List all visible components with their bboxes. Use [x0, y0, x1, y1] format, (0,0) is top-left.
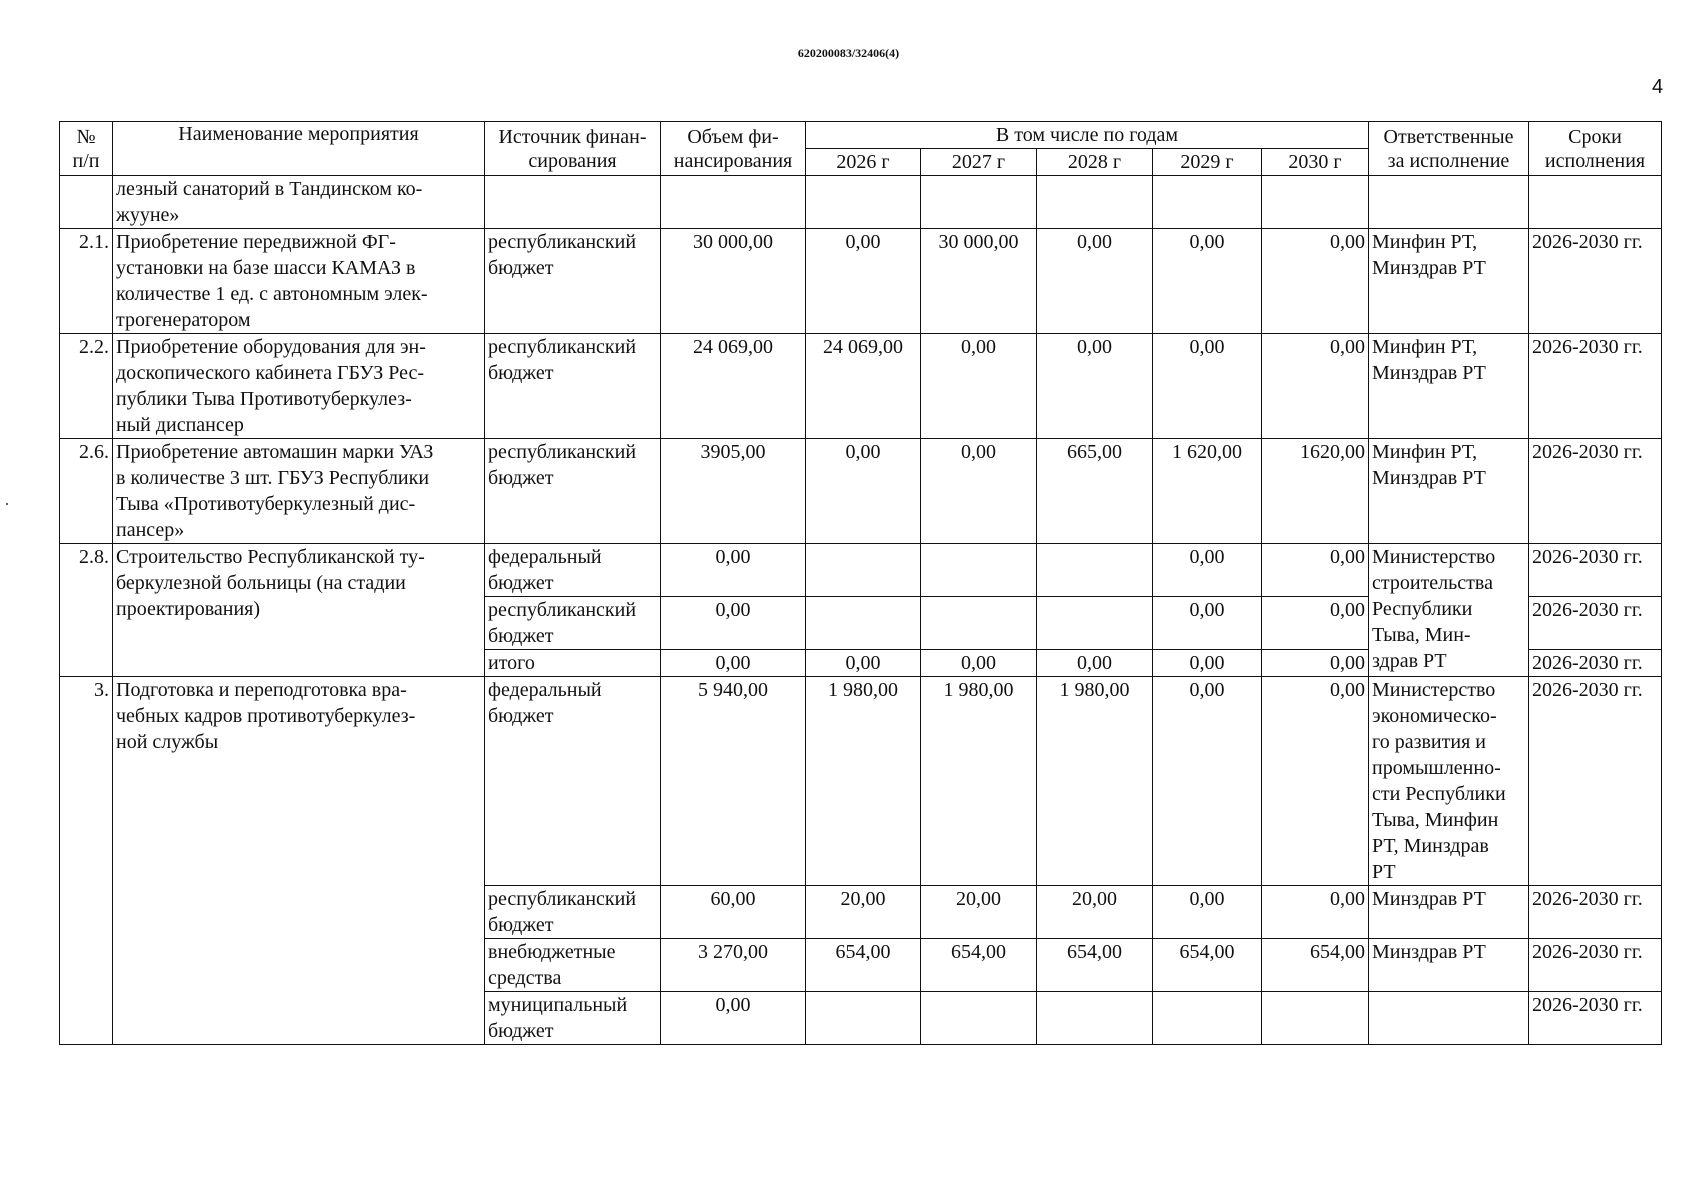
cell-year-2027 [921, 597, 1037, 650]
cell-name: Строительство Республиканской ту- беркулезной больницы (на стадии проектирования) [113, 544, 485, 677]
table-row-2-2 [60, 334, 1662, 439]
cell-year-2029: 0,00 [1153, 650, 1262, 677]
cell-year-2029 [1153, 992, 1262, 1045]
table-row-2-8-federal [60, 544, 1662, 597]
cell-source: внебюджетные средства [485, 939, 661, 992]
cell-deadline: 2026-2030 гг. [1529, 650, 1662, 677]
cell-deadline: 2026-2030 гг. [1529, 334, 1662, 439]
cell-year-2027: 30 000,00 [921, 229, 1037, 334]
cell-year-2030: 0,00 [1262, 677, 1369, 886]
cell-year-2029: 654,00 [1153, 939, 1262, 992]
header-name: Наименование мероприятия [113, 122, 485, 176]
cell-year-2029: 0,00 [1153, 597, 1262, 650]
cell-year-2027: 0,00 [921, 334, 1037, 439]
cell-year-2028 [1037, 544, 1153, 597]
cell-year-2027: 0,00 [921, 439, 1037, 544]
cell-year-2028: 0,00 [1037, 229, 1153, 334]
cell-year-2030: 0,00 [1262, 229, 1369, 334]
cell-total: 0,00 [661, 650, 806, 677]
cell-responsible: Министерство экономическо- го развития и промышленно- сти Республики Тыва, Минфин РТ, Минздрав РТ [1369, 677, 1529, 886]
cell-name: Приобретение оборудования для эн- доскопического кабинета ГБУЗ Рес- публики Тыва Противотуберкулез- ный диспансер [113, 334, 485, 439]
cell-responsible: Минфин РТ, Минздрав РТ [1369, 334, 1529, 439]
cell-source: республиканский бюджет [485, 597, 661, 650]
cell-year-2030: 0,00 [1262, 334, 1369, 439]
cell-year-2026: 0,00 [806, 650, 921, 677]
cell-year-2027: 1 980,00 [921, 677, 1037, 886]
cell-deadline: 2026-2030 гг. [1529, 677, 1662, 886]
cell-total: 0,00 [661, 544, 806, 597]
cell-year-2026: 24 069,00 [806, 334, 921, 439]
cell-year-2027: 20,00 [921, 886, 1037, 939]
cell-name: Приобретение передвижной ФГ- установки на базе шасси КАМАЗ в количестве 1 ед. с автономным элек- трогенератором [113, 229, 485, 334]
cell-year-2030: 1620,00 [1262, 439, 1369, 544]
cell-responsible: Минздрав РТ [1369, 886, 1529, 939]
scan-speck [6, 503, 8, 505]
cell-deadline [1529, 176, 1662, 229]
cell-deadline: 2026-2030 гг. [1529, 439, 1662, 544]
cell-source: республиканский бюджет [485, 229, 661, 334]
cell-year-2026: 0,00 [806, 229, 921, 334]
cell-year-2026 [806, 992, 921, 1045]
cell-source [485, 176, 661, 229]
cell-total: 5 940,00 [661, 677, 806, 886]
cell-year-2026: 20,00 [806, 886, 921, 939]
cell-deadline: 2026-2030 гг. [1529, 939, 1662, 992]
cell-responsible [1369, 992, 1529, 1045]
document-id: 620200083/32406(4) [797, 46, 900, 60]
cell-year-2028 [1037, 597, 1153, 650]
cell-year-2029: 0,00 [1153, 229, 1262, 334]
header-row-1 [60, 122, 1662, 149]
cell-name: Приобретение автомашин марки УАЗ в количестве 3 шт. ГБУЗ Республики Тыва «Противотуберкулезный дис- пансер» [113, 439, 485, 544]
cell-no: 2.2. [60, 334, 113, 439]
cell-year-2029: 1 620,00 [1153, 439, 1262, 544]
cell-source: итого [485, 650, 661, 677]
cell-name: лезный санаторий в Тандинском ко- жууне» [113, 176, 485, 229]
cell-year-2028: 1 980,00 [1037, 677, 1153, 886]
header-year-2030: 2030 г [1262, 149, 1369, 176]
header-year-2028: 2028 г [1037, 149, 1153, 176]
cell-responsible [1369, 176, 1529, 229]
cell-source: муниципальный бюджет [485, 992, 661, 1045]
cell-year-2028: 20,00 [1037, 886, 1153, 939]
cell-no: 2.6. [60, 439, 113, 544]
cell-deadline: 2026-2030 гг. [1529, 597, 1662, 650]
cell-source: федеральный бюджет [485, 677, 661, 886]
cell-responsible: Минздрав РТ [1369, 939, 1529, 992]
header-years-group: В том числе по годам [806, 122, 1369, 149]
header-responsible: Ответственные за исполнение [1369, 122, 1529, 176]
cell-total: 0,00 [661, 597, 806, 650]
header-year-2029: 2029 г [1153, 149, 1262, 176]
cell-no [60, 176, 113, 229]
cell-year-2030: 0,00 [1262, 597, 1369, 650]
cell-year-2028: 0,00 [1037, 334, 1153, 439]
cell-total: 3 270,00 [661, 939, 806, 992]
cell-name: Подготовка и переподготовка вра- чебных кадров противотуберкулез- ной службы [113, 677, 485, 1045]
cell-year [1037, 176, 1153, 229]
cell-total [661, 176, 806, 229]
cell-year-2029: 0,00 [1153, 886, 1262, 939]
cell-no: 2.8. [60, 544, 113, 677]
cell-year-2030: 0,00 [1262, 886, 1369, 939]
cell-year [921, 176, 1037, 229]
cell-total: 30 000,00 [661, 229, 806, 334]
cell-year-2028: 665,00 [1037, 439, 1153, 544]
table-row-2-6 [60, 439, 1662, 544]
cell-responsible: Минфин РТ, Минздрав РТ [1369, 439, 1529, 544]
cell-source: федеральный бюджет [485, 544, 661, 597]
cell-year-2027: 654,00 [921, 939, 1037, 992]
cell-deadline: 2026-2030 гг. [1529, 229, 1662, 334]
header-volume: Объем фи- нансирования [661, 122, 806, 176]
header-deadline: Сроки исполнения [1529, 122, 1662, 176]
cell-deadline: 2026-2030 гг. [1529, 992, 1662, 1045]
cell-total: 60,00 [661, 886, 806, 939]
table-row-2-1 [60, 229, 1662, 334]
cell-year-2026: 1 980,00 [806, 677, 921, 886]
table-row-3-federal [60, 677, 1662, 886]
cell-source: республиканский бюджет [485, 334, 661, 439]
cell-year-2028: 0,00 [1037, 650, 1153, 677]
cell-year-2027 [921, 544, 1037, 597]
cell-year-2029: 0,00 [1153, 677, 1262, 886]
header-year-2026: 2026 г [806, 149, 921, 176]
cell-year-2028: 654,00 [1037, 939, 1153, 992]
cell-no: 2.1. [60, 229, 113, 334]
cell-responsible: Министерство строительства Республики Тыва, Мин- здрав РТ [1369, 544, 1529, 677]
cell-year-2026 [806, 544, 921, 597]
header-source: Источник финан- сирования [485, 122, 661, 176]
cell-deadline: 2026-2030 гг. [1529, 544, 1662, 597]
header-no: № п/п [60, 122, 113, 176]
cell-total: 24 069,00 [661, 334, 806, 439]
cell-year [1153, 176, 1262, 229]
cell-year-2028 [1037, 992, 1153, 1045]
cell-year-2030: 654,00 [1262, 939, 1369, 992]
cell-total: 3905,00 [661, 439, 806, 544]
cell-year-2027: 0,00 [921, 650, 1037, 677]
cell-year-2029: 0,00 [1153, 544, 1262, 597]
cell-year-2027 [921, 992, 1037, 1045]
cell-year-2030: 0,00 [1262, 544, 1369, 597]
cell-year-2026 [806, 597, 921, 650]
cell-source: республиканский бюджет [485, 439, 661, 544]
cell-year [1262, 176, 1369, 229]
table-row-continuation [60, 176, 1662, 229]
cell-total: 0,00 [661, 992, 806, 1045]
cell-year-2026: 654,00 [806, 939, 921, 992]
cell-year-2030 [1262, 992, 1369, 1045]
cell-no: 3. [60, 677, 113, 1045]
cell-year-2026: 0,00 [806, 439, 921, 544]
cell-source: республиканский бюджет [485, 886, 661, 939]
cell-responsible: Минфин РТ, Минздрав РТ [1369, 229, 1529, 334]
cell-year [806, 176, 921, 229]
cell-year-2029: 0,00 [1153, 334, 1262, 439]
page-number: 4 [1652, 76, 1664, 98]
header-year-2027: 2027 г [921, 149, 1037, 176]
cell-deadline: 2026-2030 гг. [1529, 886, 1662, 939]
funding-table [59, 121, 1662, 1045]
cell-year-2030: 0,00 [1262, 650, 1369, 677]
